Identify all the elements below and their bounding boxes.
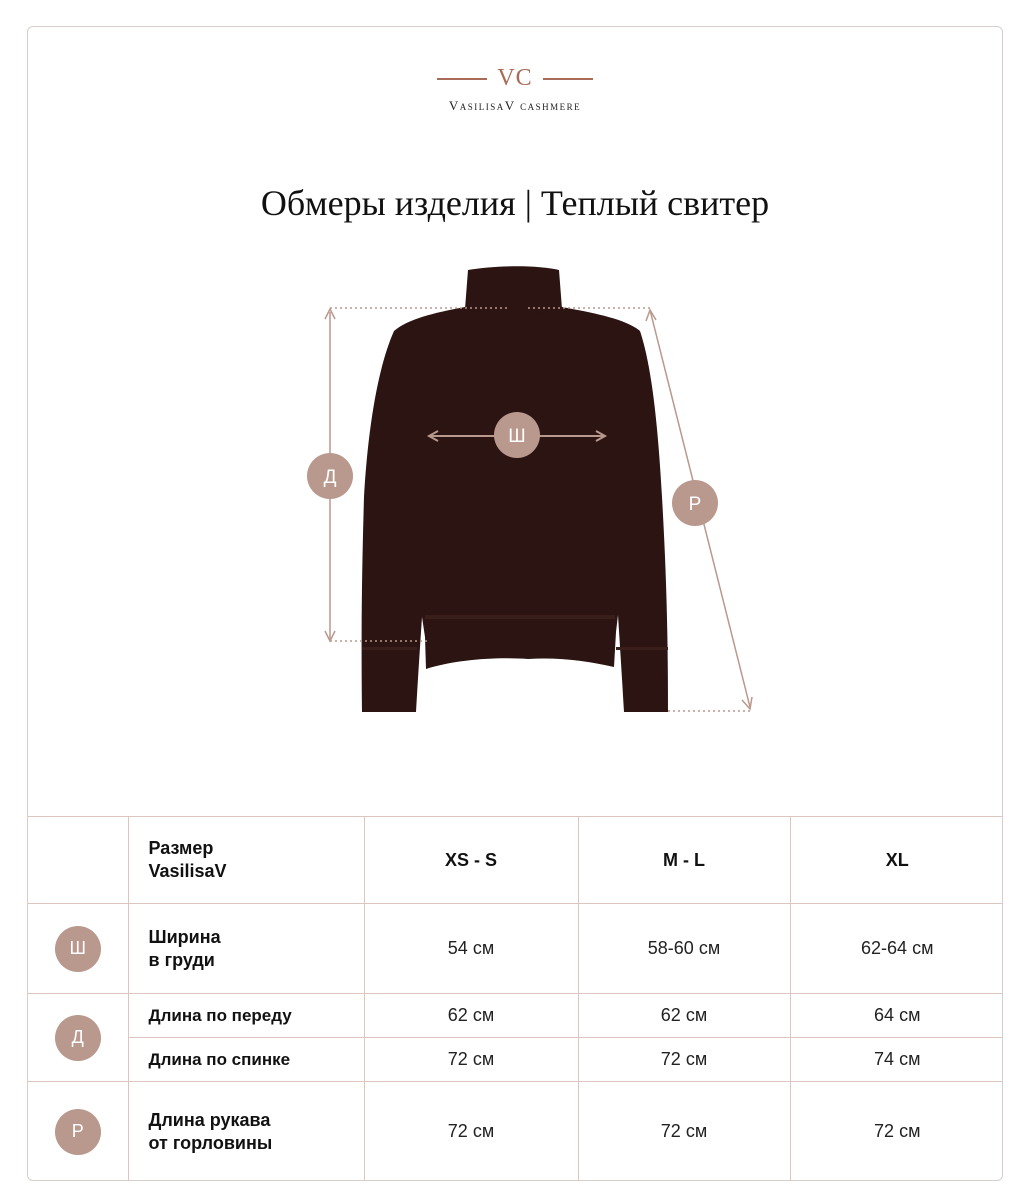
sweater-illustration — [362, 266, 668, 712]
header-empty-cell — [28, 817, 128, 904]
badge-cell — [28, 1082, 128, 1182]
value-cell: 64 см — [874, 1005, 921, 1025]
sleeve-badge — [672, 480, 718, 526]
svg-text:Ш: Ш — [508, 426, 526, 447]
sleeve-row-badge: Р — [55, 1109, 101, 1155]
value-cell: 72 см — [364, 1082, 578, 1182]
length-values-xl — [790, 994, 1003, 1082]
badge-cell — [28, 994, 128, 1082]
table-row-sleeve — [28, 1082, 1003, 1182]
row-label-width: Ширина в груди — [128, 904, 364, 994]
table-row-length — [28, 994, 1003, 1082]
header-size-m-l: M - L — [578, 817, 790, 904]
value-cell: 62-64 см — [790, 904, 1003, 994]
value-cell: 62 см — [660, 1005, 708, 1025]
svg-text:Р: Р — [688, 494, 702, 515]
row-label-sleeve: Длина рукава от горловины — [128, 1082, 364, 1182]
value-cell: 72 см — [790, 1082, 1003, 1182]
svg-text:Д: Д — [323, 467, 337, 488]
value-cell: 72 см — [365, 1037, 578, 1081]
brand-name: VasilisaV cashmere — [448, 98, 582, 113]
length-labels-cell — [128, 994, 364, 1082]
page-title: Обмеры изделия | Теплый свитер — [260, 183, 770, 223]
length-values-m-l — [578, 994, 790, 1082]
length-row-badge: Д — [55, 1015, 101, 1061]
table-row-width — [28, 904, 1003, 994]
size-chart-card — [27, 26, 1003, 1181]
size-table — [28, 816, 1003, 1181]
header-size-label: Размер VasilisaV — [128, 817, 364, 904]
length-badge — [307, 453, 353, 499]
sweater-diagram — [28, 27, 1003, 827]
width-badge — [494, 412, 540, 458]
badge-cell — [28, 904, 128, 994]
logo-mark: VC — [497, 65, 533, 91]
header-size-xl: XL — [790, 817, 1003, 904]
length-values-xs-s — [364, 994, 578, 1082]
table-header-row — [28, 817, 1003, 904]
width-row-badge: Ш — [55, 926, 101, 972]
value-cell: 72 см — [578, 1082, 790, 1182]
value-cell: 62 см — [447, 1005, 495, 1025]
value-cell: 74 см — [791, 1037, 1004, 1081]
value-cell: 54 см — [364, 904, 578, 994]
value-cell: 72 см — [579, 1037, 790, 1081]
value-cell: 58-60 см — [578, 904, 790, 994]
row-label-front-length: Длина по переду — [148, 1005, 292, 1025]
row-label-back-length: Длина по спинке — [129, 1037, 364, 1081]
header-size-xs-s: XS - S — [364, 817, 578, 904]
